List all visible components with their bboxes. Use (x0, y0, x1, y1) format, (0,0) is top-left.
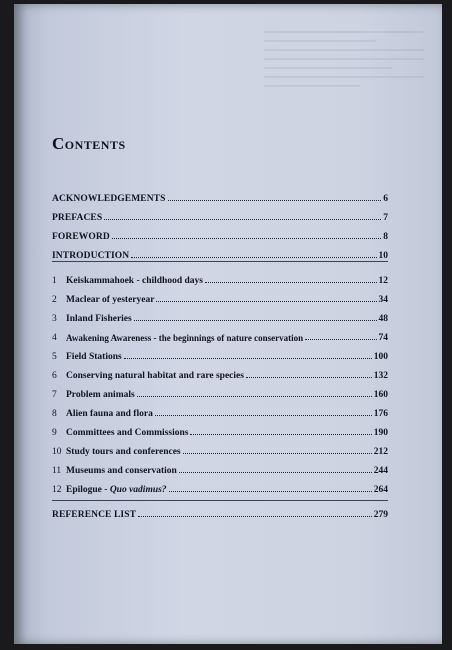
toc-entry-reference-list[interactable] (52, 504, 388, 520)
dot-leader (131, 257, 376, 258)
toc-entry-title: PREFACES (52, 213, 103, 223)
chapter-title: Conserving natural habitat and rare species (66, 371, 244, 381)
chapter-number: 8 (52, 409, 57, 419)
chapter-page: 190 (373, 428, 388, 438)
toc-entry-title: INTRODUCTION (52, 251, 130, 261)
toc-chapter-entry[interactable] (52, 384, 388, 400)
chapter-number: 9 (52, 428, 57, 438)
chapter-number: 7 (52, 390, 57, 400)
chapter-title: Alien fauna and flora (66, 409, 153, 419)
toc-entry-page: 10 (378, 251, 388, 261)
contents-heading: Contents (52, 134, 126, 153)
dot-leader (190, 434, 371, 435)
dot-leader (138, 516, 372, 517)
dot-leader (305, 339, 376, 340)
toc-chapter-entry[interactable] (52, 422, 388, 438)
chapter-page: 244 (373, 466, 388, 476)
toc-entry-prefaces[interactable] (52, 207, 388, 223)
dot-leader (112, 238, 381, 239)
chapter-page: 100 (373, 352, 388, 362)
dot-leader (169, 491, 372, 492)
dot-leader (137, 396, 372, 397)
chapter-title: Inland Fisheries (66, 314, 132, 324)
chapter-number: 6 (52, 371, 57, 381)
dot-leader (183, 453, 372, 454)
divider (52, 261, 388, 262)
chapter-title: Maclear of yesteryear (66, 295, 155, 305)
chapter-number: 3 (52, 314, 57, 324)
toc-entry-page: 7 (383, 213, 388, 223)
chapter-number: 2 (52, 295, 57, 305)
dot-leader (155, 415, 372, 416)
dot-leader (246, 377, 372, 378)
chapter-title: Problem animals (66, 390, 135, 400)
dot-leader (156, 301, 376, 302)
toc-chapter-entry[interactable] (52, 270, 388, 286)
dot-leader (205, 282, 377, 283)
dot-leader (134, 320, 377, 321)
toc-entry-introduction[interactable] (52, 245, 388, 261)
toc-chapter-entry[interactable] (52, 460, 388, 476)
chapter-title-text: Epilogue - (66, 485, 110, 495)
chapter-page: 48 (378, 314, 388, 324)
chapter-page: 264 (373, 485, 388, 495)
chapter-number: 1 (52, 276, 57, 286)
toc-chapter-entry[interactable] (52, 289, 388, 305)
chapter-title: Awakening Awareness - the beginnings of nature conservation (66, 333, 304, 343)
chapter-page: 12 (378, 276, 388, 286)
toc-entry-acknowledgements[interactable] (52, 188, 388, 204)
chapter-number: 12 (52, 485, 62, 495)
dot-leader (168, 200, 382, 201)
toc-chapter-entry[interactable] (52, 308, 388, 324)
chapter-title: Study tours and conferences (66, 447, 181, 457)
dot-leader (104, 219, 381, 220)
toc-entry-title: FOREWORD (52, 232, 110, 242)
chapter-title: Field Stations (66, 352, 122, 362)
toc-entry-title: REFERENCE LIST (52, 510, 137, 520)
chapter-title: Keiskammahoek - childhood days (66, 276, 203, 286)
toc-chapter-entry[interactable] (52, 365, 388, 381)
chapter-page: 132 (373, 371, 388, 381)
toc-chapter-entry[interactable] (52, 441, 388, 457)
chapter-page: 34 (378, 295, 388, 305)
toc-chapter-entry[interactable] (52, 403, 388, 419)
chapter-number: 4 (52, 333, 57, 343)
dot-leader (179, 472, 372, 473)
book-page (14, 4, 442, 644)
chapter-title: Committees and Commissions (66, 428, 189, 438)
chapter-title (66, 485, 167, 495)
toc-chapter-entry[interactable] (52, 479, 388, 495)
toc-chapter-entry[interactable] (52, 346, 388, 362)
toc-entry-page: 279 (373, 510, 388, 520)
chapter-page: 212 (373, 447, 388, 457)
dot-leader (124, 358, 372, 359)
chapter-page: 74 (378, 333, 388, 343)
toc-entry-page: 6 (383, 194, 388, 204)
chapter-number: 10 (52, 447, 62, 457)
toc-entry-title: ACKNOWLEDGEMENTS (52, 194, 166, 204)
toc-entry-page: 8 (383, 232, 388, 242)
chapter-page: 176 (373, 409, 388, 419)
chapter-title: Museums and conservation (66, 466, 177, 476)
toc-chapter-entry[interactable] (52, 327, 388, 343)
show-through-text (264, 24, 424, 144)
chapter-page: 160 (373, 390, 388, 400)
toc-entry-foreword[interactable] (52, 226, 388, 242)
chapter-number: 11 (52, 466, 62, 476)
chapter-number: 5 (52, 352, 57, 362)
chapter-title-italic: Quo vadimus? (109, 485, 167, 495)
divider (52, 500, 388, 501)
